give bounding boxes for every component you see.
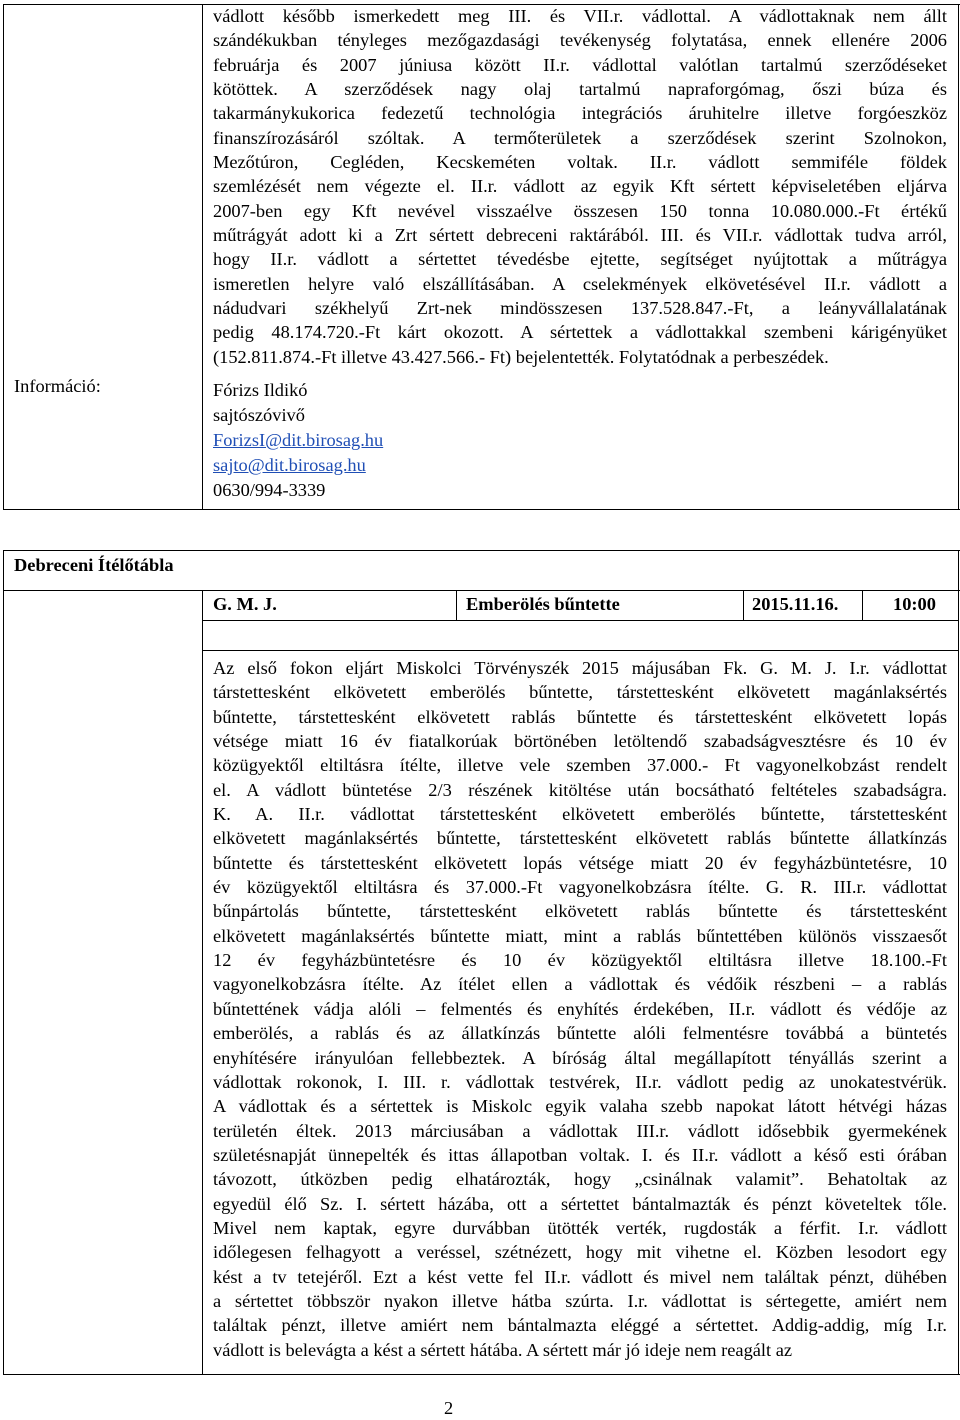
contact-role: sajtószóvivő bbox=[213, 405, 305, 425]
paragraph-line: területén éltek. 2013 márciusában a vádlottak III.r. vádlott idősebbik gyermekének bbox=[213, 1120, 947, 1141]
info-label: Információ: bbox=[14, 376, 101, 396]
case-paragraph bbox=[213, 656, 947, 1362]
case-meta-col-divider-3 bbox=[862, 590, 863, 621]
paragraph-line: nádudvari székhelyű Zrt-nek mindösszesen 137.528.847.-Ft, a leányvállalatának bbox=[213, 298, 947, 319]
case-empty-row-divider bbox=[202, 650, 959, 651]
paragraph-line: műtrágyát adott ki a Zrt sértett debreceni raktárából. III. és VII.r. vádlottak tudva arról, bbox=[213, 225, 947, 246]
paragraph-line: (152.811.874.-Ft illetve 43.427.566.- Ft) bejelentették. Folytatódnak a perbeszédek. bbox=[213, 346, 829, 367]
paragraph-line: távozott, útközben pedig elhatározták, hogy „csinálnak valamit”. Behatoltak az bbox=[213, 1169, 947, 1190]
info-table-left-border bbox=[3, 4, 4, 510]
paragraph-line: társtettesként elkövetett emberölés bűntette, társtettesként elkövetett magánlaksértés bbox=[213, 682, 947, 703]
contact-name: Fórizs Ildikó bbox=[213, 380, 308, 400]
paragraph-line: A vádlottak és a sértettek is Miskolc egyik valaha szebb napokat látott hétvégi házas bbox=[213, 1096, 947, 1117]
court-name: Debreceni Ítélőtábla bbox=[14, 555, 174, 575]
paragraph-line: Az első fokon eljárt Miskolci Törvényszék 2015 májusában Fk. G. M. J. I.r. vádlottat bbox=[213, 658, 947, 678]
info-paragraph bbox=[213, 4, 947, 369]
case-table-left-border bbox=[3, 550, 4, 1375]
paragraph-line: szemlézését nem végezte el. II.r. vádlott az egyik Kft sértett képviseletében eljárva bbox=[213, 176, 947, 197]
case-header-row-divider bbox=[3, 590, 960, 591]
paragraph-line: bűntettének vádja alóli – felmentés és enyhítés érdekében, II.r. vádlott és védője az bbox=[213, 998, 947, 1019]
case-table-col-divider bbox=[202, 590, 203, 1375]
info-table-divider bbox=[202, 4, 203, 510]
hearing-date: 2015.11.16. bbox=[752, 594, 839, 614]
case-meta-row-divider bbox=[202, 620, 959, 621]
crime-name: Emberölés bűntette bbox=[466, 594, 620, 614]
paragraph-line: vádlott is belevágta a kést a sértett hátába. A sértett már jó ideje nem reagált az bbox=[213, 1339, 793, 1360]
paragraph-line: Mivel nem kaptak, egyre durvábban ütötték verték, rugdosták a férfit. I.r. vádlott bbox=[213, 1217, 947, 1238]
paragraph-line: időlegesen felhagyott a veréssel, szétnézett, hogy mit vihetne el. Közben lesodort egy bbox=[213, 1242, 947, 1263]
info-table-bottom-border bbox=[3, 509, 960, 510]
paragraph-line: kötöttek. A szerződések nagy olaj tartalmú napraforgómag, őszi búza és bbox=[213, 79, 947, 100]
case-table-right-border bbox=[958, 550, 959, 1375]
paragraph-line: vádlottak rokonok, I. III. r. vádlottak testvérek, II.r. vádlott pedig az unokatestvérük. bbox=[213, 1071, 947, 1092]
case-meta-col-divider-1 bbox=[456, 590, 457, 621]
paragraph-line: bűntette és társtettesként elkövetett lopás vétsége miatt 20 év fegyházbüntetésre, 10 bbox=[213, 852, 947, 873]
paragraph-line: bűnpártolás bűntette, társtettesként elkövetett rablás bűntette és társtettesként bbox=[213, 901, 947, 922]
contact-phone: 0630/994-3339 bbox=[213, 480, 326, 500]
paragraph-line: vétsége miatt 16 év fiatalkorúak börtönében letöltendő szabadságvesztésre és 10 év bbox=[213, 731, 947, 752]
hearing-time: 10:00 bbox=[893, 594, 936, 614]
contact-email-2-link[interactable]: sajto@dit.birosag.hu bbox=[213, 455, 366, 475]
paragraph-line: Mezőtúron, Cegléden, Kecskeméten voltak. II.r. vádlott semmiféle földek bbox=[213, 152, 947, 173]
case-meta-col-divider-2 bbox=[743, 590, 744, 621]
paragraph-line: takarmánykukorica fedezetű technológia integrációs áruhitelre illetve forgóeszköz bbox=[213, 103, 947, 124]
paragraph-line: elkövetett magánlaksértés bűntette miatt, mint a rablás bűntettében különös visszaesőt bbox=[213, 925, 947, 946]
defendant-initials: G. M. J. bbox=[213, 594, 277, 614]
contact-email-1-link[interactable]: ForizsI@dit.birosag.hu bbox=[213, 430, 384, 450]
paragraph-line: közügyektől eltiltásra ítélte, illetve vele szemben 37.000.- Ft vagyonelkobzást rendelt bbox=[213, 755, 947, 776]
page-number: 2 bbox=[444, 1398, 454, 1418]
paragraph-line: találtak pénzt, illetve amiért nem bántalmazta eléggé a sértettet. Addig-addig, míg I.r. bbox=[213, 1315, 947, 1336]
info-table-right-border bbox=[958, 4, 959, 510]
paragraph-line: egyedül élő Sz. I. sértett házába, ott a sértettet bántalmazták és pénzt követeltek tőle. bbox=[213, 1193, 947, 1214]
paragraph-line: vádlott később ismerkedett meg III. és VII.r. vádlottal. A vádlottaknak nem állt bbox=[213, 6, 947, 26]
paragraph-line: hogy II.r. vádlott a sértettet tévedésbe ejtette, segítséget nyújtottak a műtrágya bbox=[213, 249, 947, 270]
paragraph-line: év közügyektől eltiltásra és 37.000.-Ft vagyonelkobzásra ítélte. G. R. III.r. vádlottat bbox=[213, 877, 947, 898]
paragraph-line: pedig 48.174.720.-Ft kárt okozott. A sértettek a vádlottakkal szembeni kárigényüket bbox=[213, 322, 947, 343]
case-table-top-border bbox=[3, 550, 960, 551]
paragraph-line: februárja és 2007 júniusa között II.r. vádlottal valótlan tartalmú szerződéseket bbox=[213, 54, 947, 75]
contact-email-2[interactable] bbox=[213, 453, 366, 477]
paragraph-line: ismeretlen helyre való elszállításában. A cselekmények elkövetésével II.r. vádlott a bbox=[213, 273, 947, 294]
paragraph-line: kést a tv tetejéről. Ezt a kést vette fel II.r. vádlott és mivel nem találtak pénzt, dühében bbox=[213, 1266, 947, 1287]
contact-email-1[interactable] bbox=[213, 428, 383, 452]
paragraph-line: a sértettet többször nyakon illetve hátba szúrta. I.r. vádlottat is sértegette, amiért nem bbox=[213, 1290, 947, 1311]
paragraph-line: bűntette, társtettesként elkövetett rablás bűntette és társtettesként elkövetett lopás bbox=[213, 706, 947, 727]
paragraph-line: 12 év fegyházbüntetésre és 10 év közügyektől eltiltásra illetve 18.100.-Ft bbox=[213, 950, 947, 971]
paragraph-line: elkövetett magánlaksértés bűntette, társtettesként elkövetett rablás bűntette állatkínzás bbox=[213, 828, 947, 849]
paragraph-line: emberölés, a rablás és az állatkínzás bűntette alóli felmentésre továbbá a büntetés bbox=[213, 1023, 947, 1044]
case-table-bottom-border bbox=[3, 1374, 960, 1375]
paragraph-line: vagyonelkobzásra ítélte. Az ítélet ellen a vádlottak és védőik részbeni – a rablás bbox=[213, 974, 947, 995]
paragraph-line: szándékukban tényleges mezőgazdasági tevékenység folytatása, ennek ellenére 2006 bbox=[213, 30, 947, 51]
paragraph-line: enyhítésére irányulóan fellebbeztek. A bíróság által megállapított tényállás szerint a bbox=[213, 1047, 947, 1068]
paragraph-line: finanszírozásáról szóltak. A termőterületek a szerződések szerint Szolnokon, bbox=[213, 127, 947, 148]
paragraph-line: K. A. II.r. vádlottat társtettesként elkövetett emberölés bűntette, társtettesként bbox=[213, 804, 947, 825]
paragraph-line: el. A vádlott büntetése 2/3 részének kitöltése után bocsátható feltételes szabadságra. bbox=[213, 779, 947, 800]
paragraph-line: 2007-ben egy Kft nevével visszaélve összesen 150 tonna 10.080.000.-Ft értékű bbox=[213, 200, 947, 221]
paragraph-line: születésnapját ünnepelték és ittas állapotban voltak. I. és II.r. vádlott a késő esti órában bbox=[213, 1144, 947, 1165]
